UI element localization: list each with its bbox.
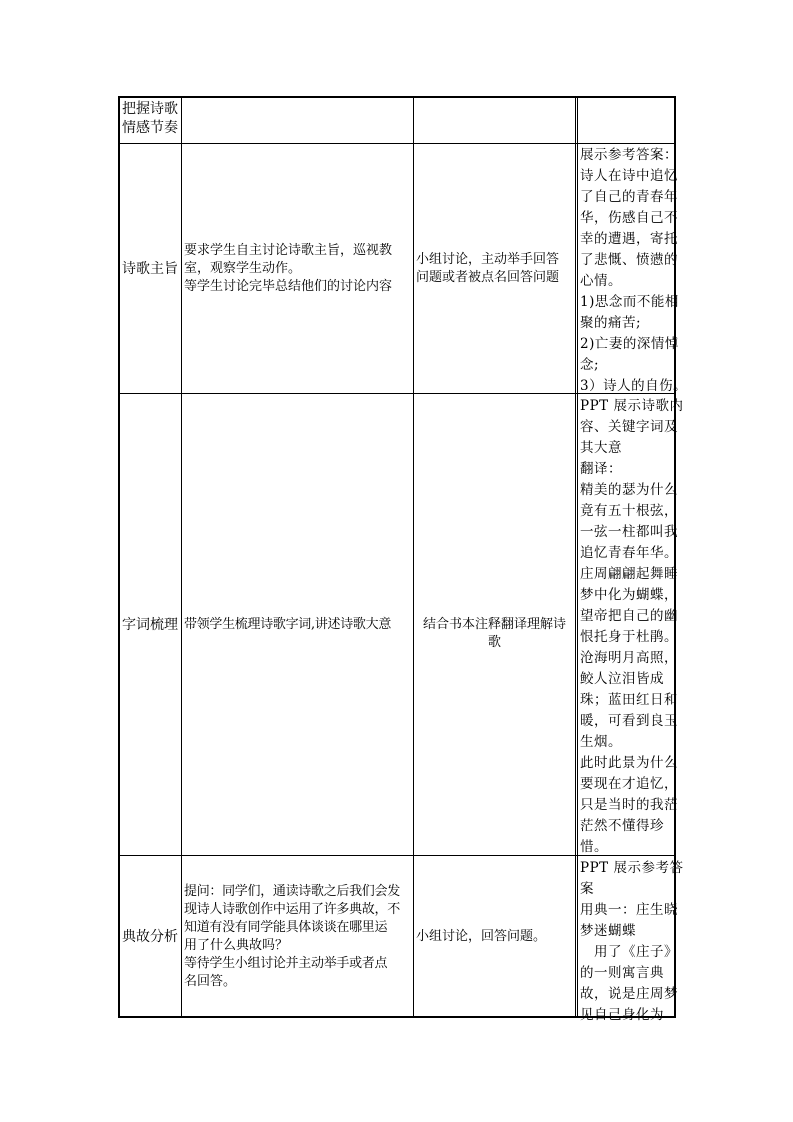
student-text-line: 小组讨论，回答问题。	[416, 929, 547, 944]
design-text-line: 心情。	[580, 273, 622, 289]
teacher-activity-cell	[181, 98, 413, 143]
student-activity-cell	[413, 856, 575, 1018]
section-label: 诗歌主旨	[122, 260, 178, 277]
design-text-line: 恨托身于杜鹃。	[580, 629, 678, 645]
design-text-line: 梦迷蝴蝶	[580, 923, 636, 939]
table-row	[120, 393, 684, 855]
design-text-line: PPT 展示参考答	[580, 860, 684, 876]
design-text-line: 幸的遭遇，寄托	[580, 231, 678, 247]
design-text-line: 沧海明月高照，	[580, 650, 678, 666]
teacher-activity-cell	[181, 394, 413, 855]
student-text-line: 问题或者被点名回答问题	[416, 269, 560, 285]
design-text-line: PPT 展示诗歌内	[580, 398, 684, 414]
design-text-line: 精美的瑟为什么	[580, 482, 678, 498]
design-text-line: 故，说是庄周梦	[580, 986, 678, 1002]
design-text-line: 展示参考答案：	[580, 147, 678, 163]
design-text-line: 茫然不懂得珍	[580, 818, 664, 834]
section-label: 情感节奏	[122, 120, 178, 136]
teacher-text-line: 知道有没有同学能具体谈谈在哪里运	[184, 920, 388, 935]
teacher-text-line: 用了什么典故吗？	[184, 938, 289, 953]
design-text-line: 了悲慨、愤懑的	[580, 252, 678, 268]
section-cell	[120, 856, 181, 1018]
design-text-line: 此时此景为什么	[580, 755, 678, 771]
section-label: 典故分析	[122, 929, 178, 945]
student-activity-cell	[413, 144, 575, 393]
section-cell	[120, 144, 181, 393]
design-text-line: 华，伤感自己不	[580, 210, 678, 226]
teacher-text-line: 等待学生小组讨论并主动举手或者点	[184, 956, 388, 971]
section-cell	[120, 98, 181, 143]
design-text-line: 用典一：庄生晓	[580, 902, 678, 918]
lesson-plan-table	[118, 96, 688, 1023]
design-text-line: 3）诗人的自伤。	[580, 378, 688, 394]
design-text-line: 梦中化为蝴蝶，	[580, 587, 678, 603]
design-text-line: 竟有五十根弦，	[580, 503, 678, 519]
design-text-line: 庄周翩翩起舞睡	[580, 566, 678, 582]
design-text-line: 了自己的青春年	[580, 189, 678, 205]
section-label: 把握诗歌	[122, 101, 178, 117]
table-row	[120, 143, 688, 394]
teacher-text-line: 室，观察学生动作。	[184, 260, 302, 276]
design-text-line: 见自己身化为	[580, 1007, 664, 1023]
student-text-line: 结合书本注释翻译理解诗	[422, 616, 566, 632]
design-intent-cell	[575, 98, 678, 143]
design-text-line: 容、关键字词及	[580, 419, 678, 435]
design-text-line: 的一则寓言典	[580, 965, 664, 981]
design-intent-cell	[575, 144, 688, 394]
design-text-line: 诗人在诗中追忆	[580, 168, 678, 184]
design-text-line: 珠；蓝田红日和	[580, 692, 678, 708]
teacher-text-line: 名回答。	[184, 974, 237, 989]
teacher-text-line: 现诗人诗歌创作中运用了许多典故，不	[184, 902, 400, 917]
teacher-activity-cell	[181, 856, 413, 1018]
design-text-line: 惜。	[580, 839, 608, 855]
student-text-line: 歌	[487, 634, 501, 650]
teacher-text-line: 等学生讨论完毕总结他们的讨论内容	[184, 278, 393, 294]
design-text-line: 鲛人泣泪皆成	[580, 671, 664, 687]
design-text-line: 翻译：	[580, 461, 622, 477]
design-text-line: 生烟。	[580, 734, 622, 750]
student-text-line: 小组讨论，主动举手回答	[416, 251, 560, 267]
teacher-text-line: 带领学生梳理诗歌字词,讲述诗歌大意	[184, 616, 392, 632]
design-text-line: 望帝把自己的幽	[580, 608, 678, 624]
section-cell	[120, 394, 181, 855]
teacher-activity-cell	[181, 144, 413, 393]
student-activity-cell	[413, 98, 575, 143]
section-label: 字词梳理	[122, 616, 178, 633]
design-text-line: 要现在才追忆，	[580, 776, 678, 792]
design-text-line: 只是当时的我茫	[580, 797, 678, 813]
design-intent-cell	[575, 394, 684, 855]
design-text-line: 1)思念而不能相	[580, 294, 679, 310]
design-intent-cell	[575, 856, 684, 1023]
design-text-line: 一弦一柱都叫我	[580, 524, 678, 540]
design-text-line: 追忆青春年华。	[580, 545, 678, 561]
table-row	[120, 855, 684, 1023]
student-activity-cell	[413, 394, 575, 855]
teacher-text-line: 要求学生自主讨论诗歌主旨，巡视教	[184, 242, 393, 258]
design-text-line: 暖，可看到良玉	[580, 713, 678, 729]
design-text-line: 聚的痛苦;	[580, 315, 642, 331]
design-text-line: 2)亡妻的深情悼	[580, 336, 679, 352]
teacher-text-line: 提问：同学们，通读诗歌之后我们会发	[184, 884, 400, 899]
design-text-line: 用了《庄子》	[580, 944, 678, 960]
design-text-line: 案	[580, 881, 594, 897]
design-text-line: 其大意	[580, 440, 622, 456]
table-row	[120, 98, 674, 143]
design-text-line: 念;	[580, 357, 600, 373]
